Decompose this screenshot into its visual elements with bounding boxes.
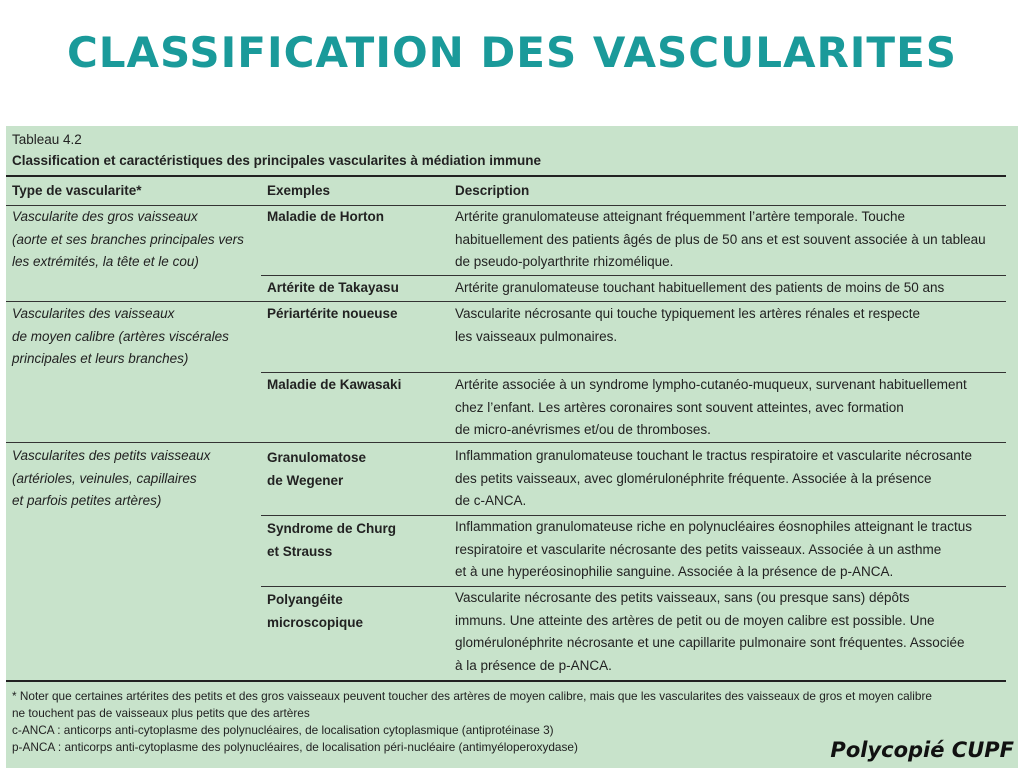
description-takayasu: Artérite granulomateuse touchant habituellement des patients de moins de 50 ans <box>455 280 945 295</box>
example-wegener: Granulomatose de Wegener <box>267 450 367 488</box>
example-churg-strauss: Syndrome de Churg et Strauss <box>267 521 397 559</box>
source-credit: Polycopié CUPF <box>830 738 1014 762</box>
header-description: Description <box>455 183 530 198</box>
row-rule <box>261 275 1006 276</box>
description-churg-strauss: Inflammation granulomateuse riche en polynucléaires éosnophiles atteignant le tractus respiratoire et vascularite nécrosante des petits vaisseaux. Associée à un asthme et à une hyperéosinophilie sanguine. Associée à la présence de p-ANCA. <box>455 519 973 579</box>
type-cell-large-vessels: Vascularite des gros vaisseaux (aorte et ses branches principales vers les extrémités, la tête et le cou) <box>12 209 244 269</box>
type-cell-medium-vessels: Vascularites des vaisseaux de moyen calibre (artères viscérales principales et leurs branches) <box>12 306 229 366</box>
header-examples: Exemples <box>267 183 331 198</box>
example-horton: Maladie de Horton <box>267 209 385 224</box>
header-type: Type de vascularite* <box>12 183 142 198</box>
row-rule <box>261 372 1006 373</box>
table-panel <box>6 126 1018 768</box>
table-bottom-rule <box>6 680 1006 682</box>
footnotes: * Noter que certaines artérites des petits et des gros vaisseaux peuvent toucher des artères de moyen calibre, mais que les vascularites des vaisseaux de gros et moyen calibre ne touchent pas de vaisseaux plus petits que des artères c-ANCA : anticorps anti-cytoplasme des polynucléaires, de localisation cytoplasmique (antiprotéinase 3) p-ANCA : anticorps anti-cytoplasme des polynucléaires, de localisation péri-nucléaire (antimyéloperoxydase) <box>12 689 932 754</box>
example-kawasaki: Maladie de Kawasaki <box>267 377 402 392</box>
type-cell-small-vessels: Vascularites des petits vaisseaux (artérioles, veinules, capillaires et parfois petites artères) <box>12 448 211 508</box>
example-mpa: Polyangéite microscopique <box>267 592 364 630</box>
description-mpa: Vascularite nécrosante des petits vaisseaux, sans (ou presque sans) dépôts immuns. Une atteinte des artères de petit ou de moyen calibre est possible. Une glomérulonéphrite nécrosante et une capillarite pulmonaire sont fréquentes. Associée à la présence de p-ANCA. <box>455 590 965 673</box>
group-rule <box>6 442 1006 443</box>
description-horton: Artérite granulomateuse atteignant fréquemment l’artère temporale. Touche habituellement des patients âgés de plus de 50 ans et est souvent associée à un tableau de pseudo-polyarthrite rhizomélique. <box>455 209 986 269</box>
description-pan: Vascularite nécrosante qui touche typiquement les artères rénales et respecte les vaisseaux pulmonaires. <box>455 306 921 344</box>
example-takayasu: Artérite de Takayasu <box>267 280 399 295</box>
description-kawasaki: Artérite associée à un syndrome lympho-cutanéo-muqueux, survenant habituellement chez l’enfant. Les artères coronaires sont souvent atteintes, avec formation de micro-anévrismes et/ou de thromboses. <box>455 377 967 437</box>
table-label: Tableau 4.2 <box>12 132 82 147</box>
group-rule <box>6 301 1006 302</box>
page-title: CLASSIFICATION DES VASCULARITES <box>66 28 958 77</box>
header-top-rule <box>6 175 1006 177</box>
example-pan: Périartérite noueuse <box>267 306 398 321</box>
table-caption: Classification et caractéristiques des principales vascularites à médiation immune <box>12 153 541 168</box>
description-wegener: Inflammation granulomateuse touchant le tractus respiratoire et vascularite nécrosante des petits vaisseaux, avec glomérulonéphrite fréquente. Associée à la présence de c-ANCA. <box>455 448 973 508</box>
